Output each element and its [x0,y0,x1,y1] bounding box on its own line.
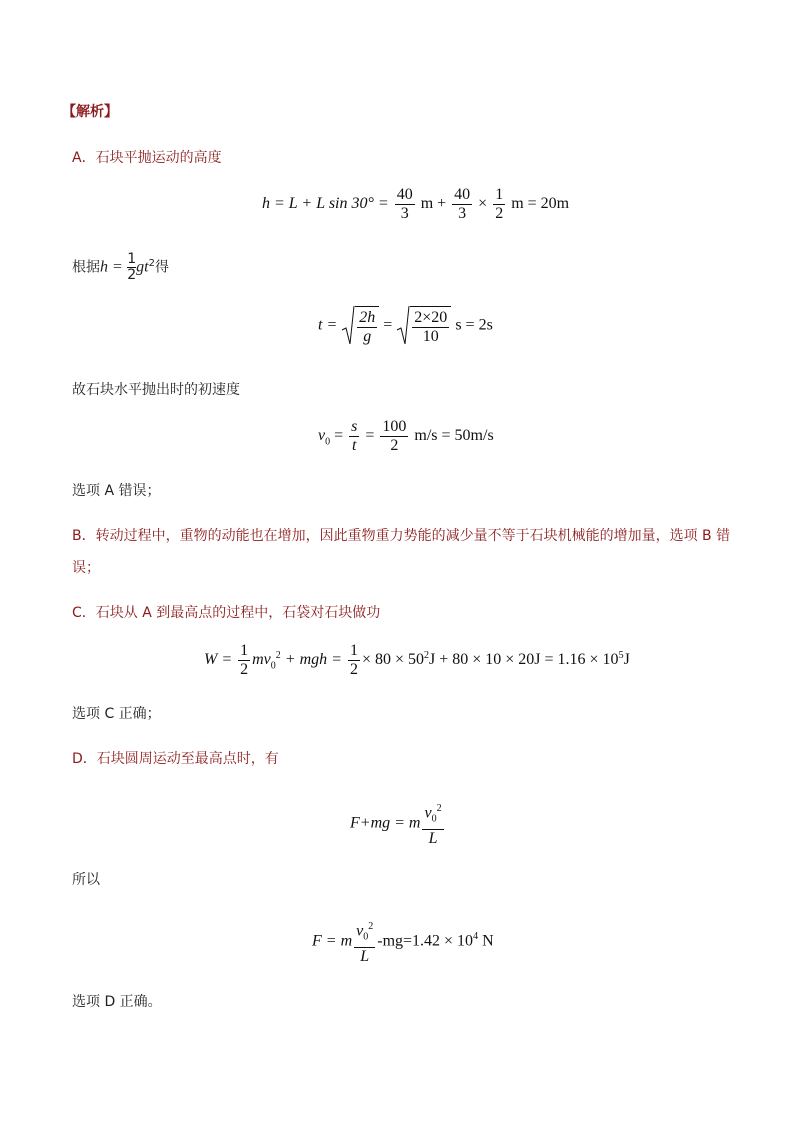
option-d-conclusion: 选项 D 正确。 [72,994,162,1010]
option-b-line1: B．转动过程中，重物的动能也在增加，因此重物重力势能的减少量不等于石块机械能的增加量，选项 B 错 [72,528,731,544]
option-a-conclusion: 选项 A 错误； [72,483,161,499]
equation-work: W = $\frac{1}{2}$ $mv_0^2$ + mgh = $\frac{1}{2}$ × $80 \times 50^2J + 80 \times 10 \times 20J = 1.16 \times 10^5J$ [204,642,630,678]
option-a-intro: A．石块平抛运动的高度 [72,150,222,166]
option-d-intro: D．石块圆周运动至最高点时，有 [72,751,279,767]
option-b-line2: 误； [72,560,100,576]
equation-height: h = L + L sin 30° = $\frac{40}{3}$ m + $\frac{40}{3}$ × $\frac{1}{2}$ m = 20m [262,186,570,222]
equation-force-result: F = m $\frac{v_0^2}{L}$ $-mg=1.42 \times 10^4$ N [312,918,494,966]
velocity-intro: 故石块水平抛出时的初速度 [72,382,240,398]
equation-force: F+mg = m $\frac{v_0^2}{L}$ [350,800,446,848]
equation-velocity: $v_0$ = $\frac{s}{t}$ = $\frac{100}{2}$ m/s = 50m/s [318,418,494,454]
equation-time: t = $\frac{2h}{g}$ = $\frac{2\times 20}{10}$ s = 2s [318,306,493,346]
solution-heading: 【解析】 [62,104,118,120]
step-according-to: 根据h = $\frac{1}{2}$ $gt^2$得 [72,251,169,283]
option-c-intro: C．石块从 A 到最高点的过程中，石袋对石块做功 [72,605,381,621]
so-label: 所以 [72,872,100,888]
option-c-conclusion: 选项 C 正确； [72,706,161,722]
